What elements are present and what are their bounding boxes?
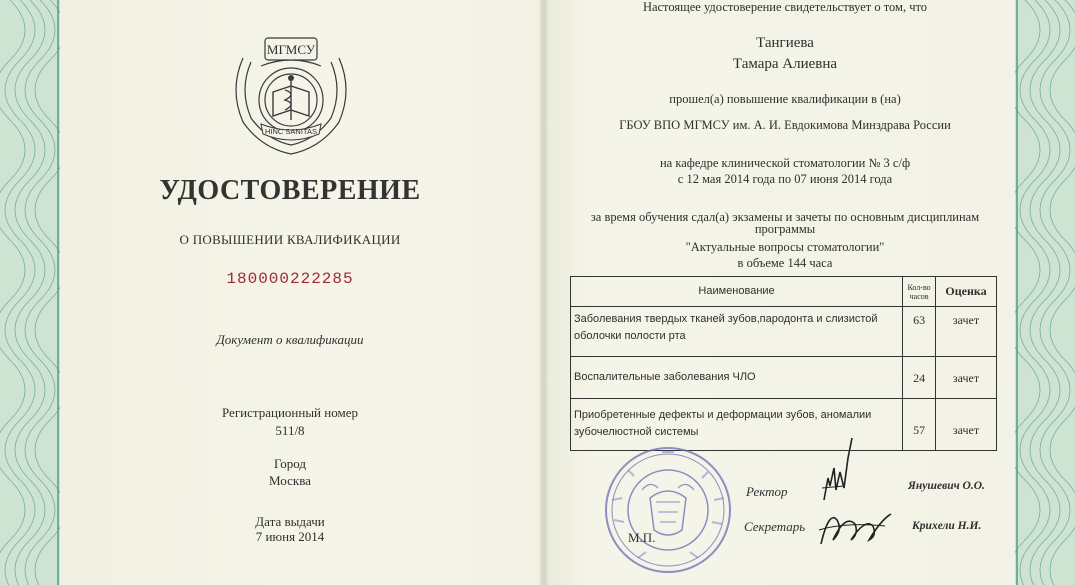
program-name: "Актуальные вопросы стоматологии": [685, 240, 885, 254]
column-header-hours: [903, 277, 936, 307]
discipline-name-line2: оболочки полости рта: [574, 330, 686, 342]
intro-text: Настоящее удостоверение свидетельствует о том, что: [642, 0, 928, 14]
discipline-grade: зачет: [936, 399, 997, 451]
secretary-signature: [815, 500, 895, 555]
column-header-hours-line2: часов: [909, 291, 929, 301]
secretary-name: Крихели Н.И.: [912, 520, 982, 532]
discipline-name: [571, 307, 903, 357]
discipline-name: [571, 357, 903, 399]
secretary-label: Секретарь: [744, 519, 806, 534]
table-row: [571, 357, 997, 399]
discipline-hours: 24: [903, 357, 936, 399]
column-header-name: Наименование: [571, 277, 903, 307]
issue-date-value: 7 июня 2014: [255, 529, 325, 544]
issue-date-label: Дата выдачи: [255, 514, 325, 529]
exams-text: за время обучения сдал(а) экзамены и зачеты по основным дисциплинам: [590, 210, 980, 224]
rector-name: Янушевич О.О.: [908, 480, 985, 492]
table-row: [571, 307, 997, 357]
surname: Тангиева: [756, 35, 814, 51]
guilloche-border-right: [1015, 0, 1075, 585]
department: на кафедре клинической стоматологии № 3 с/ф: [659, 156, 911, 170]
discipline-name-line1: Заболевания твердых тканей зубов,пародонта и слизистой: [574, 313, 878, 325]
university-emblem-icon: [221, 20, 361, 160]
discipline-name-line2: зубочелюстной системы: [574, 426, 699, 438]
column-header-hours-line1: Кол-во: [907, 282, 931, 292]
rector-label: Ректор: [746, 484, 788, 499]
page-fold: [540, 0, 548, 585]
discipline-name-line1: Приобретенные дефекты и деформации зубов, аномалии: [574, 409, 872, 421]
registration-number: 511/8: [275, 423, 305, 438]
discipline-grade: зачет: [936, 357, 997, 399]
certificate-subtitle: О ПОВЫШЕНИИ КВАЛИФИКАЦИИ: [179, 232, 401, 247]
official-stamp: [598, 440, 738, 580]
given-names: Тамара Алиевна: [732, 56, 838, 72]
institution: ГБОУ ВПО МГМСУ им. А. И. Евдокимова Минздрава России: [619, 118, 951, 132]
guilloche-border-left: [0, 0, 60, 585]
discipline-name-line1: Воспалительные заболевания ЧЛО: [574, 371, 756, 383]
city-value: Москва: [269, 473, 311, 488]
column-header-grade: Оценка: [936, 277, 997, 307]
city-label: Город: [273, 456, 307, 471]
disciplines-table: [570, 276, 997, 451]
table-header-row: [571, 277, 997, 307]
page-title: УДОСТОВЕРЕНИЕ: [159, 175, 421, 206]
svg-text:HINC SANITAS: HINC SANITAS: [265, 127, 317, 136]
registration-label: Регистрационный номер: [222, 405, 358, 420]
discipline-hours: 57: [903, 399, 936, 451]
svg-text:МГМСУ: МГМСУ: [266, 42, 316, 57]
exams-text-continued: программы: [754, 222, 816, 236]
completed-text: прошел(а) повышение квалификации в (на): [669, 92, 901, 106]
study-period: с 12 мая 2014 года по 07 июня 2014 года: [677, 172, 893, 186]
discipline-hours: 63: [903, 307, 936, 357]
rector-signature: [810, 428, 870, 508]
program-hours: в объеме 144 часа: [737, 256, 833, 270]
discipline-grade: зачет: [936, 307, 997, 357]
seal-label: М.П.: [628, 530, 656, 545]
serial-number: 180000222285: [226, 270, 354, 288]
document-type: Документ о квалификации: [216, 332, 364, 347]
